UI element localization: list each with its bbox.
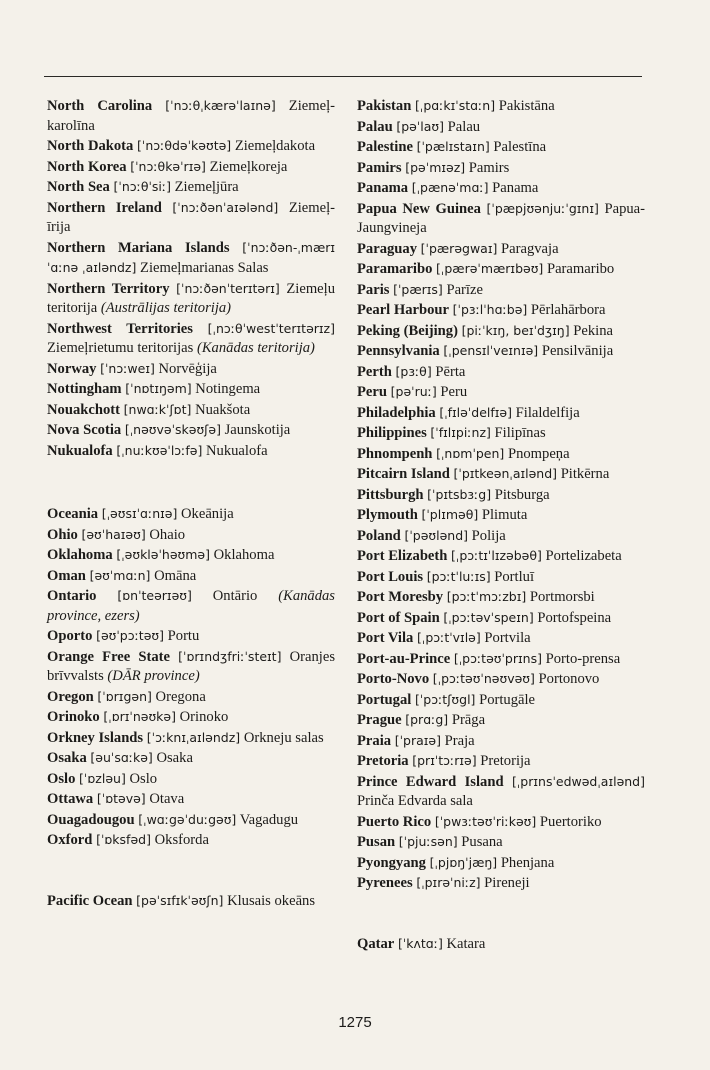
headword: Pusan bbox=[357, 834, 396, 850]
entry-nukualofa bbox=[47, 441, 335, 462]
pronunciation: [ˈnɔːðən-ˌmærɪˈɑːnə ˌaɪləndz] bbox=[47, 239, 336, 275]
headword: Nouakchott bbox=[47, 401, 120, 418]
translation: Pnompeņa bbox=[507, 445, 570, 462]
pronunciation: [ˌpænəˈmɑː] bbox=[411, 180, 489, 195]
entry-oman bbox=[47, 566, 335, 587]
pronunciation: [əuˈsɑːkə] bbox=[90, 750, 153, 765]
translation: Puertoriko bbox=[539, 813, 602, 830]
translation: Pusana bbox=[461, 834, 503, 850]
headword: Pittsburgh bbox=[357, 486, 424, 503]
entry-north-carolina bbox=[47, 96, 335, 136]
headword: North Carolina bbox=[47, 98, 153, 114]
entry-ontario bbox=[47, 586, 335, 626]
pronunciation: [ˈnɔːθˈsiː] bbox=[113, 179, 171, 194]
pronunciation: [ˈpɜːlˈhɑːbə] bbox=[452, 302, 528, 317]
translation: Portonovo bbox=[538, 671, 600, 687]
headword: Port Louis bbox=[357, 568, 424, 585]
headword: Orinoko bbox=[47, 709, 100, 725]
headword: Oregon bbox=[47, 688, 94, 705]
headword: Qatar bbox=[357, 935, 395, 952]
pronunciation: [ˈplɪməθ] bbox=[421, 507, 479, 522]
headword: Perth bbox=[357, 363, 392, 380]
headword: Osaka bbox=[47, 750, 87, 766]
pronunciation: [pəˈmɪəz] bbox=[405, 159, 466, 175]
headword: Papua New Guinea bbox=[357, 200, 481, 217]
pronunciation: [ɒnˈteərɪəʊ] bbox=[117, 588, 192, 603]
translation: Pakistāna bbox=[498, 98, 555, 114]
headword: Northern Territory bbox=[47, 280, 170, 297]
pronunciation: [ˌpɪrəˈniːz] bbox=[416, 875, 481, 890]
entry-nouakchott bbox=[47, 400, 335, 421]
translation: Pretorija bbox=[480, 753, 531, 769]
entry-pitcairn-island bbox=[357, 464, 645, 485]
translation: Ziemeļmarianas Salas bbox=[140, 260, 269, 276]
headword: Port-au-Prince bbox=[357, 650, 451, 667]
translation: Oranjes brīvvalsts bbox=[47, 648, 335, 684]
headword: Pennsylvania bbox=[357, 343, 440, 359]
pronunciation: [ˈnɔːðənˈterɪtərɪ] bbox=[176, 280, 280, 296]
entry-orange-free-state bbox=[47, 647, 335, 687]
headword: Port of Spain bbox=[357, 609, 440, 626]
translation: Pamirs bbox=[468, 159, 510, 176]
translation: Portofspeina bbox=[537, 609, 612, 626]
entry-palestine bbox=[357, 137, 645, 158]
entry-pusan bbox=[357, 832, 645, 853]
page-number: 1275 bbox=[338, 1014, 372, 1031]
pronunciation: [pəˈlaʊ] bbox=[396, 118, 445, 134]
entry-pacific-ocean bbox=[47, 891, 335, 912]
entry-phnompenh bbox=[357, 444, 645, 465]
pronunciation: [prɑːg] bbox=[405, 712, 449, 727]
entry-ottawa bbox=[47, 789, 335, 810]
entry-port-moresby bbox=[357, 587, 645, 608]
pronunciation: [prɪˈtɔːrɪə] bbox=[412, 753, 477, 768]
pronunciation: [ˌpensɪlˈveɪnɪə] bbox=[443, 343, 539, 358]
translation: Ohaio bbox=[149, 526, 186, 543]
pronunciation: [ˈnɔːðənˈaɪələnd] bbox=[172, 199, 279, 215]
translation: Prāga bbox=[451, 712, 486, 728]
translation: Katara bbox=[446, 935, 486, 952]
pronunciation: [ˈnɔːweɪ] bbox=[100, 360, 155, 376]
translation: Pitsburga bbox=[494, 486, 550, 503]
entry-peru bbox=[357, 382, 645, 403]
entry-north-sea bbox=[47, 177, 335, 198]
translation: Oregona bbox=[155, 688, 206, 705]
pronunciation: [ˈɔːknɪˌaɪləndz] bbox=[146, 729, 241, 745]
entry-prague bbox=[357, 710, 645, 731]
headword: North Korea bbox=[47, 158, 127, 175]
pronunciation: [ˌnɒmˈpen] bbox=[436, 445, 505, 461]
pronunciation: [ˌnuːkʊəˈlɔːfə] bbox=[116, 442, 203, 458]
pronunciation: [ˈfɪlɪpiːnz] bbox=[430, 425, 491, 440]
headword: Oxford bbox=[47, 832, 93, 848]
translation: Palau bbox=[447, 118, 481, 135]
headword: Porto-Novo bbox=[357, 671, 430, 687]
entry-pyongyang bbox=[357, 853, 645, 874]
right-column bbox=[357, 96, 645, 954]
pronunciation: [ˌnəʊvəˈskəʊʃə] bbox=[124, 422, 221, 437]
left-column bbox=[47, 96, 335, 911]
entry-porto-novo bbox=[357, 669, 645, 690]
headword: Portugal bbox=[357, 691, 412, 708]
translation: Klusais okeāns bbox=[227, 892, 316, 909]
entry-nova-scotia bbox=[47, 420, 335, 441]
entry-ohio bbox=[47, 525, 335, 546]
translation: Peru bbox=[440, 384, 468, 400]
entry-oceania bbox=[47, 504, 335, 525]
translation: Nukualofa bbox=[206, 442, 268, 459]
header-rule bbox=[44, 76, 642, 77]
headword: Phnompenh bbox=[357, 445, 433, 462]
entry-norway bbox=[47, 359, 335, 380]
entry-pakistan bbox=[357, 96, 645, 117]
translation: Pērta bbox=[435, 363, 466, 380]
headword: Pamirs bbox=[357, 159, 402, 176]
pronunciation: [ˌwɑːgəˈduːgəʊ] bbox=[138, 811, 237, 827]
translation: Orinoko bbox=[179, 709, 229, 725]
headword: Prince Edward Island bbox=[357, 773, 504, 790]
translation: Prinča Edvarda sala bbox=[357, 793, 473, 809]
headword: Oman bbox=[47, 567, 86, 584]
headword: Oslo bbox=[47, 770, 76, 787]
entry-northern-ireland bbox=[47, 198, 335, 238]
translation: Portugāle bbox=[479, 691, 536, 708]
section-gap bbox=[357, 894, 645, 934]
pronunciation: [ˌpɔːtəʊˈprɪns] bbox=[453, 650, 542, 666]
headword: Northwest Territories bbox=[47, 320, 193, 337]
pronunciation: [ˈpærɪs] bbox=[393, 281, 443, 297]
translation: Filipīnas bbox=[494, 425, 546, 441]
entry-ouagadougou bbox=[47, 810, 335, 831]
headword: Port Elizabeth bbox=[357, 548, 448, 564]
translation: Nuakšota bbox=[195, 401, 251, 418]
translation: Paragvaja bbox=[501, 240, 559, 257]
translation: Panama bbox=[492, 180, 539, 196]
headword: Poland bbox=[357, 527, 401, 544]
pronunciation: [pəˈruː] bbox=[390, 384, 437, 399]
entry-peking bbox=[357, 321, 645, 342]
translation: Porto-prensa bbox=[545, 650, 621, 667]
pronunciation: [ˈɒzləu] bbox=[79, 770, 126, 786]
entry-northern-mariana-islands bbox=[47, 238, 335, 279]
headword: Palau bbox=[357, 118, 393, 135]
pronunciation: [ˈpraɪə] bbox=[394, 732, 441, 748]
translation: Orkneju salas bbox=[243, 729, 324, 746]
pronunciation: [ˌpɔːtəvˈspeɪn] bbox=[443, 609, 534, 625]
entry-paris bbox=[357, 280, 645, 301]
headword: Ohio bbox=[47, 526, 78, 543]
translation: Ziemeļrietumu teritorijas bbox=[47, 340, 194, 356]
headword: Philippines bbox=[357, 425, 427, 441]
headword: Northern Ireland bbox=[47, 199, 162, 216]
entry-perth bbox=[357, 362, 645, 383]
translation: Papua-Jaungvineja bbox=[357, 200, 645, 236]
translation: Okeānija bbox=[181, 506, 234, 522]
headword: Peking (Beijing) bbox=[357, 322, 458, 339]
pronunciation: [ˈnɔːθkəˈrɪə] bbox=[130, 158, 206, 174]
pronunciation: [ˈɒrɪndʒfriːˈsteɪt] bbox=[178, 648, 282, 664]
entry-pennsylvania bbox=[357, 341, 645, 362]
headword: Panama bbox=[357, 180, 409, 196]
translation: Filaldelfija bbox=[515, 404, 580, 421]
pronunciation: [ˈpælɪstaɪn] bbox=[416, 139, 490, 154]
translation: Oksforda bbox=[154, 832, 209, 848]
pronunciation: [ˈpjuːsən] bbox=[398, 834, 458, 849]
headword: Nottingham bbox=[47, 381, 122, 397]
pronunciation: [ˌprɪnsˈedwədˌaɪlənd] bbox=[511, 773, 645, 789]
pronunciation: [ˈɒrɪgən] bbox=[97, 688, 152, 704]
pronunciation: [ˈɒksfəd] bbox=[96, 832, 151, 847]
headword: Peru bbox=[357, 384, 387, 400]
pronunciation: [ˈkʌtɑː] bbox=[397, 935, 443, 951]
translation: Ziemeļ-īrija bbox=[47, 199, 336, 235]
pronunciation: [ˌəʊsɪˈɑːnɪə] bbox=[101, 506, 178, 521]
entry-osaka bbox=[47, 748, 335, 769]
note: (DĀR province) bbox=[107, 668, 200, 684]
entry-oxford bbox=[47, 830, 335, 851]
translation: Ziemeļdakota bbox=[234, 138, 316, 154]
translation: Ziemeļu teritorija bbox=[47, 280, 336, 316]
pronunciation: [ˈpəʊlənd] bbox=[404, 527, 469, 543]
pronunciation: [əʊˈhaɪəʊ] bbox=[81, 526, 146, 542]
headword: Ontario bbox=[47, 588, 97, 604]
translation: Notingema bbox=[195, 381, 261, 397]
translation: Parīze bbox=[446, 281, 483, 298]
headword: Oporto bbox=[47, 628, 93, 644]
pronunciation: [ˌpɔːtɪˈlɪzəbəθ] bbox=[451, 548, 542, 563]
entry-oporto bbox=[47, 626, 335, 647]
headword: Pearl Harbour bbox=[357, 302, 450, 318]
pronunciation: [ˈpɪtsbɜːg] bbox=[427, 486, 492, 502]
translation: Portluī bbox=[494, 568, 534, 585]
section-gap bbox=[47, 851, 335, 891]
translation: Phenjana bbox=[500, 854, 555, 871]
entry-north-dakota bbox=[47, 136, 335, 157]
headword: Paris bbox=[357, 281, 390, 298]
headword: Nukualofa bbox=[47, 442, 113, 459]
entry-paramaribo bbox=[357, 259, 645, 280]
entry-philippines bbox=[357, 423, 645, 444]
headword: Norway bbox=[47, 360, 97, 377]
headword: North Dakota bbox=[47, 138, 134, 154]
headword: Pitcairn Island bbox=[357, 466, 450, 482]
pronunciation: [pəˈsɪfɪkˈəʊʃn] bbox=[136, 892, 224, 908]
translation: Paramaribo bbox=[546, 261, 615, 277]
headword: Ottawa bbox=[47, 791, 94, 807]
headword: Paramaribo bbox=[357, 261, 433, 277]
headword: Nova Scotia bbox=[47, 422, 122, 438]
pronunciation: [ˌpɑːkɪˈstɑːn] bbox=[415, 98, 496, 113]
headword: North Sea bbox=[47, 179, 110, 195]
headword: Prague bbox=[357, 712, 402, 728]
entry-oregon bbox=[47, 687, 335, 708]
entry-pyrenees bbox=[357, 873, 645, 894]
entry-philadelphia bbox=[357, 403, 645, 424]
pronunciation: [ˈnɔːθdəˈkəʊtə] bbox=[137, 138, 232, 153]
entry-orkney-islands bbox=[47, 728, 335, 749]
translation: Portvila bbox=[484, 630, 531, 646]
pronunciation: [ˈpwɜːtəʊˈriːkəʊ] bbox=[434, 813, 537, 829]
headword: Pyongyang bbox=[357, 854, 426, 871]
headword: Ouagadougou bbox=[47, 811, 135, 828]
pronunciation: [ˌpærəˈmærɪbəʊ] bbox=[436, 261, 544, 276]
translation: Polija bbox=[471, 527, 506, 544]
entry-praia bbox=[357, 731, 645, 752]
translation: Pitkērna bbox=[560, 466, 610, 482]
entry-puerto-rico bbox=[357, 812, 645, 833]
pronunciation: [ˈpærəgwaɪ] bbox=[420, 240, 498, 256]
translation: Norvēģija bbox=[158, 360, 217, 377]
headword: Palestine bbox=[357, 139, 413, 155]
entry-papua-new-guinea bbox=[357, 199, 645, 239]
translation: Osaka bbox=[156, 750, 193, 766]
translation: Palestīna bbox=[493, 139, 547, 155]
entry-paraguay bbox=[357, 239, 645, 260]
entry-pamirs bbox=[357, 158, 645, 179]
headword: Northern Mariana Islands bbox=[47, 239, 230, 256]
pronunciation: [ˈpɪtkeənˌaɪlənd] bbox=[453, 466, 558, 481]
pronunciation: [ˌpɔːtˈvɪlə] bbox=[417, 630, 481, 645]
note: (Kanādas teritorija) bbox=[196, 340, 315, 356]
headword: Pacific Ocean bbox=[47, 892, 133, 909]
headword: Paraguay bbox=[357, 240, 417, 257]
pronunciation: [ˈpɔːtʃʊgl] bbox=[414, 691, 476, 707]
translation: Oslo bbox=[129, 770, 158, 787]
pronunciation: [əʊˈmɑːn] bbox=[89, 567, 151, 583]
pronunciation: [nwɑːkˈʃɒt] bbox=[123, 401, 192, 417]
pronunciation: [pɔːtˈmɔːzbɪ] bbox=[446, 589, 527, 604]
entry-oklahoma bbox=[47, 545, 335, 566]
entry-panama bbox=[357, 178, 645, 199]
headword: Port Vila bbox=[357, 630, 414, 646]
translation: Pekina bbox=[573, 322, 613, 339]
translation: Ontārio bbox=[212, 588, 258, 604]
entry-port-elizabeth bbox=[357, 546, 645, 567]
translation: Jaunskotija bbox=[224, 422, 291, 438]
pronunciation: [ˌpjɒŋˈjæŋ] bbox=[429, 854, 498, 870]
translation: Plimuta bbox=[481, 507, 528, 523]
pronunciation: [pɜːθ] bbox=[395, 363, 432, 379]
entry-port-au-prince bbox=[357, 649, 645, 670]
translation: Omāna bbox=[154, 567, 197, 584]
pronunciation: [ˌɒrɪˈnəʊkə] bbox=[103, 709, 176, 724]
section-gap bbox=[47, 461, 335, 504]
pronunciation: [ˈɒtəvə] bbox=[96, 791, 146, 806]
translation: Pireneji bbox=[484, 875, 530, 891]
translation: Ziemeļkoreja bbox=[209, 158, 288, 175]
pronunciation: [pɔːtˈluːɪs] bbox=[426, 568, 491, 584]
headword: Pakistan bbox=[357, 98, 412, 114]
entry-pittsburgh bbox=[357, 485, 645, 506]
translation: Pērlahārbora bbox=[530, 302, 606, 318]
translation: Vagadugu bbox=[239, 811, 299, 828]
entry-pretoria bbox=[357, 751, 645, 772]
pronunciation: [ˈnɒtɪŋəm] bbox=[125, 381, 192, 396]
note: (Austrālijas teritorija) bbox=[100, 300, 232, 316]
entry-port-of-spain bbox=[357, 608, 645, 629]
translation: Praja bbox=[444, 732, 475, 749]
translation: Otava bbox=[149, 791, 185, 807]
entry-poland bbox=[357, 526, 645, 547]
pronunciation: [ˌnɔːθˈwestˈterɪtərɪz] bbox=[207, 320, 335, 336]
headword: Orkney Islands bbox=[47, 729, 144, 746]
entry-palau bbox=[357, 117, 645, 138]
headword: Orange Free State bbox=[47, 648, 170, 665]
translation: Portelizabeta bbox=[545, 548, 622, 564]
translation: Oklahoma bbox=[213, 547, 275, 563]
entry-plymouth bbox=[357, 505, 645, 526]
pronunciation: [ˌpɔːtəʊˈnəʊvəʊ] bbox=[432, 671, 535, 686]
translation: Portmorsbi bbox=[529, 589, 595, 605]
headword: Philadelphia bbox=[357, 404, 436, 421]
headword: Plymouth bbox=[357, 507, 418, 523]
entry-northern-territory bbox=[47, 279, 335, 319]
entry-northwest-territories bbox=[47, 319, 335, 359]
entry-north-korea bbox=[47, 157, 335, 178]
pronunciation: [ˌəʊkləˈhəʊmə] bbox=[116, 547, 210, 562]
headword: Port Moresby bbox=[357, 589, 444, 605]
entry-orinoko bbox=[47, 707, 335, 728]
translation: Pensilvānija bbox=[541, 343, 614, 359]
pronunciation: [əʊˈpɔːtəʊ] bbox=[96, 628, 164, 643]
pronunciation: [ˈnɔːθˌkærəˈlaɪnə] bbox=[165, 98, 276, 113]
headword: Pretoria bbox=[357, 753, 409, 769]
headword: Praia bbox=[357, 732, 392, 749]
headword: Pyrenees bbox=[357, 875, 413, 891]
entry-prince-edward-island bbox=[357, 772, 645, 812]
entry-oslo bbox=[47, 769, 335, 790]
entry-portugal bbox=[357, 690, 645, 711]
entry-pearl-harbour bbox=[357, 300, 645, 321]
entry-port-louis bbox=[357, 567, 645, 588]
headword: Oceania bbox=[47, 506, 99, 522]
pronunciation: [ˌfɪləˈdelfɪə] bbox=[439, 404, 512, 420]
entry-port-vila bbox=[357, 628, 645, 649]
entry-nottingham bbox=[47, 379, 335, 400]
headword: Puerto Rico bbox=[357, 813, 432, 830]
translation: Portu bbox=[167, 628, 200, 644]
translation: Ziemeļjūra bbox=[174, 179, 239, 195]
translation: Ziemeļ-karolīna bbox=[47, 98, 335, 134]
headword: Oklahoma bbox=[47, 547, 113, 563]
pronunciation: [piːˈkɪŋ, beɪˈdʒɪŋ] bbox=[461, 322, 570, 338]
entry-qatar bbox=[357, 934, 645, 955]
note: (Kanādas province, ezers) bbox=[47, 588, 335, 624]
pronunciation: [ˈpæpjʊənjuːˈgɪnɪ] bbox=[486, 200, 599, 216]
